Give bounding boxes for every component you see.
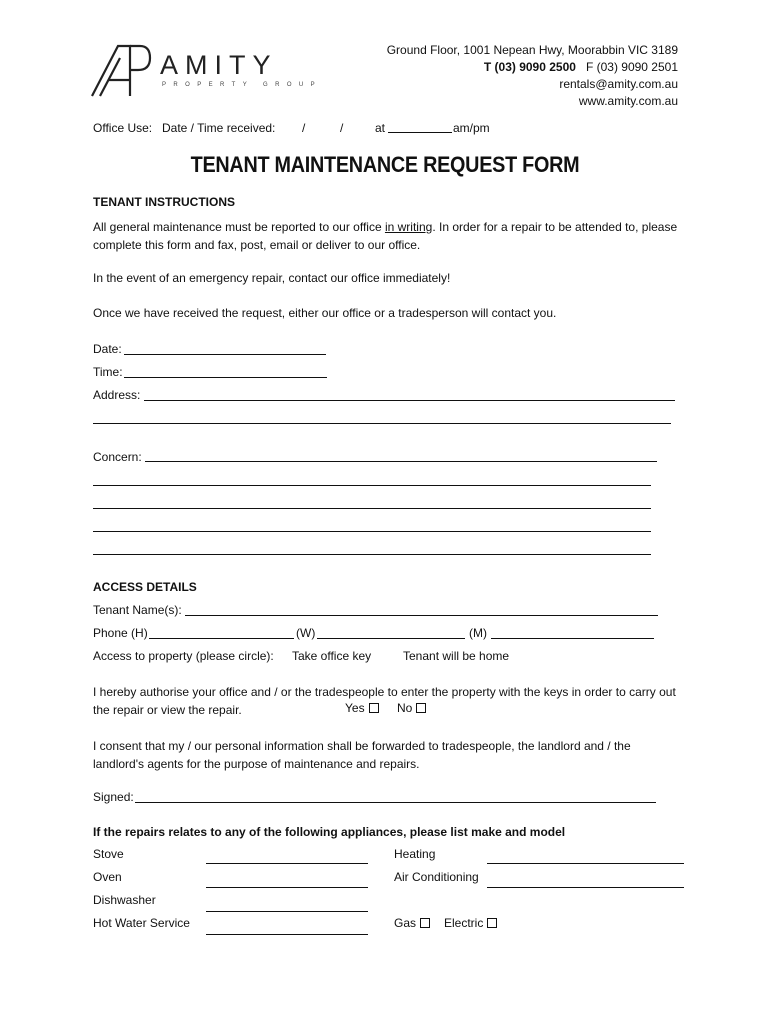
yes-checkbox-group[interactable] [345, 701, 379, 715]
date-slash-2: / [340, 121, 344, 135]
instructions-heading: TENANT INSTRUCTIONS [93, 195, 235, 209]
ampm-label: am/pm [453, 121, 490, 135]
date-slash-1: / [302, 121, 306, 135]
instructions-text-a: All general maintenance must be reported to our office [93, 220, 385, 234]
phone-mobile-label: (M) [469, 626, 487, 640]
instructions-paragraph-1 [93, 218, 683, 254]
date-time-received-label: Date / Time received: [162, 121, 276, 135]
tenant-names-label: Tenant Name(s): [93, 603, 182, 617]
address-label: Address: [93, 388, 141, 402]
concern-field-line-3[interactable] [93, 508, 651, 509]
hot-water-service-label: Hot Water Service [93, 916, 190, 930]
heating-field[interactable] [487, 863, 684, 864]
received-time-field[interactable] [388, 132, 452, 133]
electric-checkbox-group[interactable] [444, 916, 497, 930]
yes-checkbox[interactable] [369, 703, 379, 713]
address-field-line-2[interactable] [93, 423, 671, 424]
instructions-text-b: . In order for a repair to be attended to, please complete this form and fax, post, email or deliver to our office. [93, 220, 678, 252]
appliances-heading: If the repairs relates to any of the following appliances, please list make and model [93, 825, 566, 839]
website-link[interactable]: www.amity.com.au [578, 94, 678, 108]
contact-phone-fax [484, 59, 678, 76]
phone-mobile-field[interactable] [491, 638, 654, 639]
email-link[interactable]: rentals@amity.com.au [559, 77, 678, 91]
date-field[interactable] [124, 354, 326, 355]
in-writing-text: in writing [384, 220, 433, 234]
gas-label: Gas [394, 916, 417, 930]
tenant-names-field[interactable] [185, 615, 658, 616]
authorise-paragraph: I hereby authorise your office and / or the tradespeople to enter the property with the keys in order to carry out the repair or view the repair. [93, 685, 676, 717]
air-conditioning-field[interactable] [487, 887, 684, 888]
phone-number: T (03) 9090 2500 [483, 60, 576, 74]
yes-label: Yes [345, 701, 365, 715]
no-checkbox-group[interactable] [397, 701, 426, 715]
at-label: at [375, 121, 386, 135]
signed-label: Signed: [93, 790, 134, 804]
stove-field[interactable] [206, 863, 368, 864]
phone-work-label: (W) [296, 626, 316, 640]
no-label: No [397, 701, 413, 715]
stove-label: Stove [93, 847, 124, 861]
concern-field-line-2[interactable] [93, 485, 651, 486]
concern-field-line-4[interactable] [93, 531, 651, 532]
consent-paragraph: I consent that my / our personal information shall be forwarded to tradespeople, the landlord and / the landlord's agents for the purpose of maintenance and repairs. [93, 739, 631, 771]
oven-label: Oven [93, 870, 122, 884]
concern-label: Concern: [93, 450, 142, 464]
concern-field[interactable] [145, 461, 657, 462]
tenant-home-option[interactable]: Tenant will be home [403, 649, 510, 663]
office-address: Ground Floor, 1001 Nepean Hwy, Moorabbin VIC 3189 [386, 43, 678, 57]
amity-logo-icon [90, 44, 152, 98]
access-property-label: Access to property (please circle): [93, 649, 274, 663]
date-label: Date: [93, 342, 122, 356]
no-checkbox[interactable] [416, 703, 426, 713]
form-title: TENANT MAINTENANCE REQUEST FORM [190, 152, 580, 177]
fax-number: F (03) 9090 2501 [585, 60, 678, 74]
gas-checkbox-group[interactable] [394, 916, 430, 930]
address-field[interactable] [144, 400, 675, 401]
air-conditioning-label: Air Conditioning [394, 870, 479, 884]
instructions-paragraph-3: Once we have received the request, either our office or a tradesperson will contact you. [93, 306, 557, 320]
take-office-key-option[interactable]: Take office key [292, 649, 372, 663]
office-use-label: Office Use: [93, 121, 153, 135]
phone-work-field[interactable] [317, 638, 465, 639]
access-details-heading: ACCESS DETAILS [93, 580, 197, 594]
time-label: Time: [93, 365, 123, 379]
concern-field-line-5[interactable] [93, 554, 651, 555]
hot-water-service-field[interactable] [206, 934, 368, 935]
brand-name: AMITY [160, 50, 278, 80]
dishwasher-label: Dishwasher [93, 893, 156, 907]
time-field[interactable] [124, 377, 327, 378]
oven-field[interactable] [206, 887, 368, 888]
phone-home-label: Phone (H) [93, 626, 148, 640]
signature-field[interactable] [135, 802, 656, 803]
gas-checkbox[interactable] [420, 918, 430, 928]
heating-label: Heating [394, 847, 436, 861]
dishwasher-field[interactable] [206, 911, 368, 912]
phone-home-field[interactable] [149, 638, 294, 639]
electric-checkbox[interactable] [487, 918, 497, 928]
instructions-paragraph-2: In the event of an emergency repair, contact our office immediately! [93, 271, 451, 285]
brand-subtitle: PROPERTY GROUP [162, 82, 323, 88]
electric-label: Electric [444, 916, 484, 930]
